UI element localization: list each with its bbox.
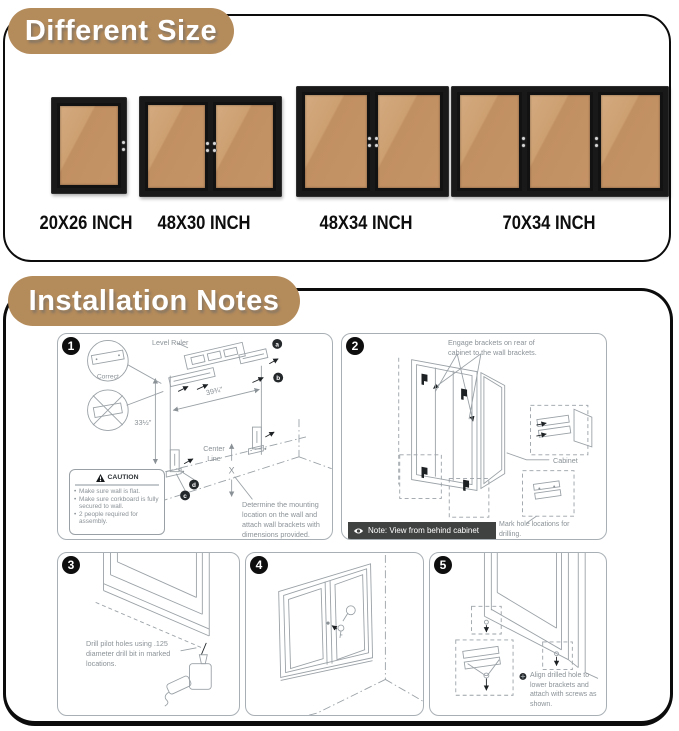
note-text: Note: View from behind cabinet	[368, 526, 480, 535]
cabinet-door	[145, 102, 208, 191]
size-label-70x34: 70X34 INCH	[502, 212, 596, 234]
cabinet-70x34	[451, 86, 669, 197]
eye-icon	[353, 527, 364, 535]
step1-instruction: Determine the mounting location on the wall and attach wall brackets with dimensions provided.	[242, 500, 320, 539]
caution-item: • Make sure corkboard is fully secured to wall.	[70, 496, 164, 511]
cabinet-door	[375, 92, 443, 191]
callout-b: b	[276, 374, 281, 382]
installation-notes-title: Installation Notes	[8, 276, 300, 326]
callout-c: c	[183, 492, 187, 500]
callout-a: a	[275, 341, 279, 349]
cork-board	[378, 95, 440, 188]
x-mark: X	[228, 465, 235, 476]
lock-icon	[595, 137, 598, 147]
cork-board	[530, 95, 589, 188]
step1-number-badge: 1	[62, 337, 80, 355]
step2-number-badge: 2	[346, 337, 364, 355]
cabinet-door	[302, 92, 370, 191]
cabinet-door	[57, 103, 121, 188]
width-dimension: 39¾"	[204, 384, 224, 398]
step4-panel	[245, 552, 424, 716]
step3-diagram	[58, 553, 239, 715]
mark-holes-text: Mark hole locations for drilling.	[499, 521, 570, 538]
cabinet-label: Cabinet	[553, 456, 578, 465]
cork-board	[305, 95, 367, 188]
step4-diagram	[246, 553, 423, 715]
size-label-20x26: 20X26 INCH	[39, 212, 133, 234]
cabinet-door	[598, 92, 663, 191]
level-ruler-label: Level Ruler	[152, 338, 189, 347]
height-dimension: 33½"	[134, 418, 152, 428]
step5-panel	[429, 552, 607, 716]
caution-item: • Make sure wall is flat.	[70, 488, 164, 496]
caution-box	[69, 469, 165, 535]
step3-number-badge: 3	[62, 556, 80, 574]
size-label-48x34: 48X34 INCH	[319, 212, 413, 234]
step1-panel	[57, 333, 333, 540]
lock-icon	[213, 142, 216, 152]
lock-icon	[206, 142, 209, 152]
caution-header	[75, 471, 159, 486]
cabinet-door	[213, 102, 276, 191]
warning-icon	[96, 474, 105, 482]
lock-icon	[122, 141, 125, 151]
caution-title: CAUTION	[107, 474, 139, 481]
step4-number-badge: 4	[250, 556, 268, 574]
lock-icon	[368, 137, 371, 147]
size-label-48x30: 48X30 INCH	[157, 212, 251, 234]
step5-number-badge: 5	[434, 556, 452, 574]
cork-board	[60, 106, 118, 185]
cork-board	[216, 105, 273, 188]
step2-diagram	[342, 334, 606, 539]
callout-d: d	[192, 481, 196, 489]
cabinet-door	[527, 92, 592, 191]
different-size-title: Different Size	[8, 8, 234, 54]
engage-brackets-text: Engage brackets on rear of cabinet to the wall brackets.	[448, 338, 537, 357]
cabinet-20x26	[51, 97, 127, 194]
cork-board	[148, 105, 205, 188]
cork-board	[601, 95, 660, 188]
lock-icon	[522, 137, 525, 147]
step3-instruction: Drill pilot holes using .125 diameter drill bit in marked locations.	[86, 639, 171, 668]
step2-panel	[341, 333, 607, 540]
note-bar	[348, 522, 496, 539]
correct-label: Correct	[96, 373, 119, 381]
caution-item: • 2 people required for assembly.	[70, 511, 164, 526]
lock-icon	[375, 137, 378, 147]
cork-board	[460, 95, 519, 188]
center-line-label: Center Line	[203, 444, 225, 463]
step3-panel	[57, 552, 240, 716]
cabinet-door	[457, 92, 522, 191]
cabinet-48x34	[296, 86, 449, 197]
cabinet-48x30	[139, 96, 282, 197]
step5-instruction: Align drilled hole to lower brackets and attach with screws as shown.	[530, 672, 597, 708]
